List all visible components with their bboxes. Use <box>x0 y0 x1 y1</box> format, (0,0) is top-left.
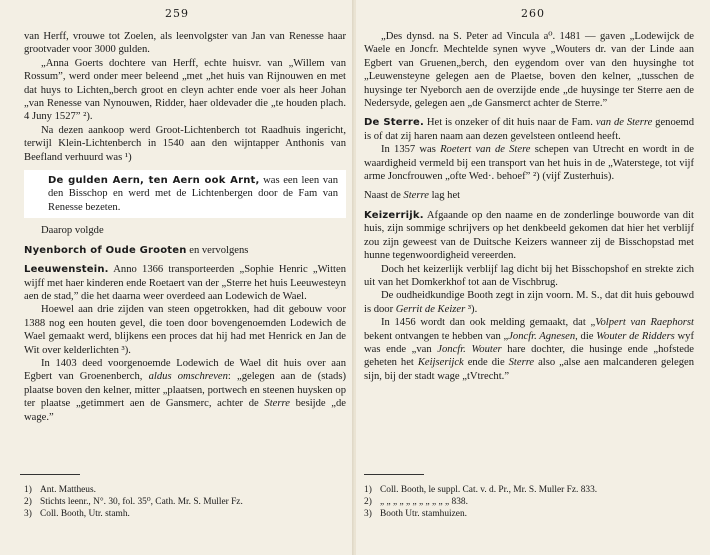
italic-phrase: Roetert van de Stere <box>440 144 531 156</box>
entry-heading: Nyenborch of Oude Grooten <box>24 244 187 256</box>
paragraph: van Herff, vrouwe tot Zoelen, als leenvolgster van Jan van Renesse haar grootvader voor 3000 gulden. <box>24 31 346 56</box>
highlighted-entry <box>24 170 346 218</box>
footnote: 1) Ant. Mattheus. <box>24 485 96 495</box>
entry-text: en vervolgens <box>186 244 249 256</box>
entry <box>24 244 346 257</box>
paragraph: Na dezen aankoop werd Groot-Lichtenberch tot Raadhuis ingericht, terwijl Klein-Lichtenberch in 1540 aan den wijntapper Anthonis van Beefland verhuurd was ¹) <box>24 124 346 163</box>
footnote: 2) Stichts leenr., N°. 30, fol. 35⁰, Cath. Mr. S. Muller Fz. <box>24 497 243 507</box>
paragraph: Daarop volgde <box>41 225 104 237</box>
page-number: 259 <box>165 7 189 20</box>
entry-heading: De gulden Aern, ten Aern ook Arnt, <box>48 175 260 187</box>
footnote: 3) Booth Utr. stamhuizen. <box>364 509 467 519</box>
page-number: 260 <box>521 7 545 20</box>
italic-phrase: van de Sterre <box>595 117 653 129</box>
entry-heading: Keizerrijk. <box>364 209 424 221</box>
right-page <box>356 0 710 555</box>
paragraph: Doch het keizerlijk verblijf lag dicht bij het Bisschopshof en strekte zich uit van het Domkerkhof tot aan de Vischbrug. <box>364 263 694 288</box>
paragraph: In 1403 deed voorgenoemde Lodewich de Wael dit huis over aan Egbert van Groenenberch, aldus omschreven: „gelegen aan de (stads) plaatse boven den kelner, mitter „plaatsen, portwech en steenen huysken op ter plaatse „getimmert aen de Gansmerc, achter de Sterre besijde „de wage.” <box>24 357 346 423</box>
footnote-rule <box>20 474 80 475</box>
entry <box>24 263 346 303</box>
left-body-text <box>24 30 346 424</box>
paragraph: De oudheidkundige Booth zegt in zijn voorn. M. S., dat dit huis gebouwd is door Gerrit de Keizer ³). <box>364 290 694 315</box>
entry-text: Anno 1366 transporteerden „Sophie Henric „Witten wijff met haer kinderen ende Roetaert van der „Sterre het huis Leeuwesteyn aen de stad,” die het daarna weer overdeed aan Lodewich de Wael. <box>24 264 346 302</box>
italic-phrase: Gerrit de Keizer <box>395 303 466 315</box>
entry-heading: De Sterre. <box>364 117 424 129</box>
italic-phrase: Sterre <box>403 190 429 202</box>
entry-text: Afgaande op den naame en de zonderlinge bouworde van dit huis, zijn sommige schrijvers op het denkbeeld gekomen dat hier het verblijf zou zijn geweest van de Duitsche Keizers wanneer zij de Bisschopstad met hunne tegenwoordigheid vereerden. <box>364 209 694 262</box>
italic-phrase: aldus omschreven <box>148 371 228 383</box>
entry-heading: Leeuwenstein. <box>24 264 109 276</box>
footnote: 2) „ „ „ „ „ „ „ „ „ „ „ 838. <box>364 497 468 507</box>
entry <box>364 209 694 263</box>
paragraph: „Anna Goerts dochtere van Herff, echte huisvr. van „Willem van Rossum”, werd onder meer beleend „met „het huis van Rijnouwen en met dat huys to Lichten„berch groot en cleyn achter ende voer als heer Johan „van Renesse van Nynouwen, Ridder, haer oldevader die „te houden plach. 4 Juny 1527” ²). <box>24 57 346 123</box>
right-body-text <box>364 30 694 383</box>
footnote: 3) Coll. Booth, Utr. stamh. <box>24 509 130 519</box>
paragraph: In 1357 was Roetert van de Stere schepen van Utrecht en wordt in de waardigheid vermeld bij een transport van het huis in de „Waterstege, tot vijf arme Joncfrouwen „ofte Wed·. behoef” ²) (vijf Zusterhuis). <box>364 144 695 183</box>
paragraph: In 1456 wordt dan ook melding gemaakt, dat „Volpert van Raephorst bekent ontvangen te hebben van „Joncfr. Agnesen, die Wouter de Ridders wyf was ende „van Joncfr. Wouter hare dochter, die husinge ende „hofstede geheten het Keijserijck ende die Sterre also „alse aen malcanderen gelegen sijn, bij der stadt wage „tVtrecht.” <box>364 317 695 382</box>
entry-text: was een leen van den Bisschop en werd met de Lichtenbergen door de Fam van Renesse bezeten. <box>48 175 339 213</box>
footnotes <box>24 484 346 520</box>
paragraph: Hoewel aan drie zijden van steen opgetrokken, had dit gebouw voor 1388 nog een houten gevel, die toen door bovengenoemden Lodewich de Wael gemaakt werd, blijkens een proces dat hij had met Henrick en Jan de Wit over kelderlichten ³). <box>24 304 346 356</box>
entry: De Sterre. Het is onzeker of dit huis naar de Fam. van de Sterre genoemd is of dat zij haren naam aan dezen gevelsteen ontleend heeft. <box>364 117 695 142</box>
footnote-rule <box>364 474 424 475</box>
footnotes <box>364 484 694 520</box>
paragraph: Naast de Sterre lag het <box>364 190 461 202</box>
left-page <box>0 0 354 555</box>
italic-phrase: Sterre <box>264 398 290 410</box>
footnote: 1) Coll. Booth, le suppl. Cat. v. d. Pr., Mr. S. Muller Fz. 833. <box>364 485 598 495</box>
paragraph: „Des dynsd. na S. Peter ad Vincula a⁰. 1481 — gaven „Lodewijck de Waele en Joncfr. Mechtelde synen wyve „Wouters dr. van der Linde aan Egbert van Gruenen„berch, den eygendom over van den huysinghe tot „Leuwensteyne gelegen aen de Plaetse, boven den kelner, „tusschen de huysinge ter Nyeborch aen de overzijde ende „de huysinge ter Sterre aen de Nedersyde, gelegen aen „de Gansmerct achter de Sterre.” <box>364 31 694 110</box>
